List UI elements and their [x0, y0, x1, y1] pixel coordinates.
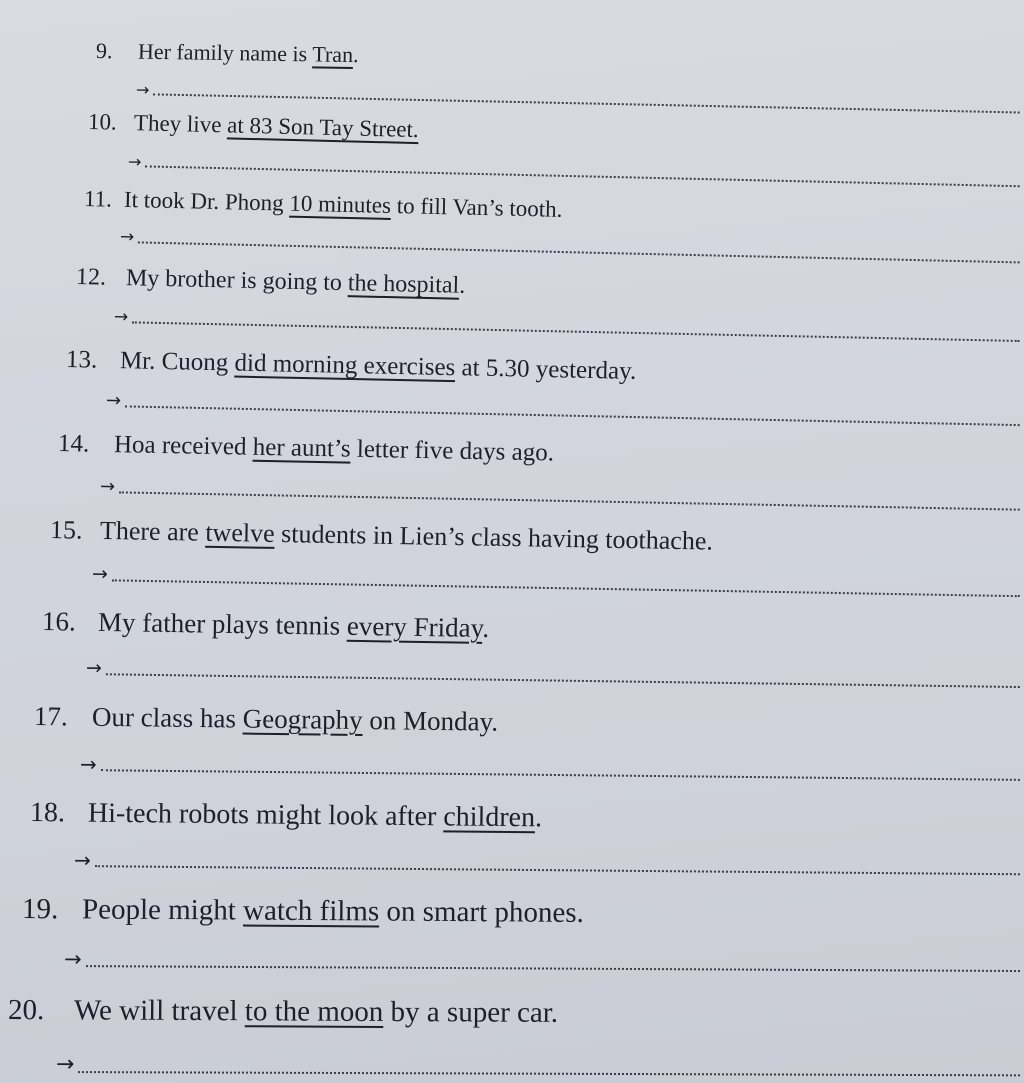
question-number: 13.: [65, 346, 98, 374]
dotted-line: [86, 965, 1020, 972]
question-text-end: .: [458, 272, 466, 299]
question-text: My brother is going to: [125, 265, 349, 297]
underlined-phrase: children: [443, 801, 536, 834]
question-number: 11.: [83, 186, 113, 212]
arrow-icon: →: [63, 947, 82, 972]
answer-line-13[interactable]: [106, 390, 1020, 429]
question-text: Hoa received: [113, 431, 254, 461]
answer-line-16[interactable]: [86, 658, 1020, 691]
question-number: 10.: [87, 109, 118, 135]
answer-line-9[interactable]: [136, 78, 1020, 117]
question-text: People might: [81, 893, 244, 927]
dotted-line: [112, 579, 1020, 597]
question-text: My father plays tennis: [97, 606, 348, 641]
answer-line-11[interactable]: [120, 226, 1020, 266]
question-10: [88, 110, 419, 141]
question-text: Hi-tech robots might look after: [87, 797, 444, 833]
question-text: There are: [99, 515, 206, 547]
question-number: 20.: [7, 994, 45, 1027]
underlined-phrase: twelve: [205, 517, 275, 548]
underlined-phrase: to the moon: [244, 995, 384, 1028]
question-20: [8, 996, 558, 1028]
underlined-phrase: her aunt’s: [252, 433, 351, 463]
question-text-end: .: [482, 612, 490, 644]
arrow-icon: →: [55, 1052, 75, 1078]
dotted-line: [132, 321, 1020, 342]
arrow-icon: →: [85, 657, 103, 680]
dotted-line: [106, 673, 1020, 688]
underlined-phrase: the hospital: [347, 270, 460, 299]
question-text: Her family name is: [137, 38, 313, 67]
question-text: They live: [133, 110, 228, 138]
question-number: 14.: [57, 430, 90, 458]
question-text-end: students in Lien’s class having toothache.: [274, 518, 714, 556]
answer-line-14[interactable]: [100, 476, 1020, 514]
underlined-phrase: Geography: [242, 703, 363, 736]
dotted-line: [119, 491, 1020, 510]
question-text: Our class has: [91, 701, 243, 734]
answer-line-18[interactable]: [74, 850, 1020, 878]
question-17: [34, 703, 498, 736]
arrow-icon: →: [99, 476, 116, 498]
underlined-phrase: at 83 Son Tay Street.: [226, 112, 419, 143]
question-text: Mr. Cuong: [119, 347, 235, 377]
arrow-icon: →: [105, 390, 122, 412]
question-text-end: to fill Van’s tooth.: [390, 192, 563, 222]
question-number: 16.: [41, 606, 76, 637]
underlined-phrase: Tran: [312, 41, 354, 68]
arrow-icon: →: [113, 307, 129, 328]
underlined-phrase: every Friday: [346, 610, 483, 643]
question-9: [96, 40, 359, 66]
dotted-line: [101, 769, 1020, 781]
underlined-phrase: 10 minutes: [289, 190, 392, 218]
answer-line-15[interactable]: [92, 564, 1020, 600]
question-14: [58, 431, 554, 466]
question-text-end: by a super car.: [383, 995, 559, 1029]
question-18: [30, 799, 542, 832]
dotted-line: [95, 865, 1020, 875]
question-number: 17.: [33, 701, 68, 732]
question-number: 9.: [95, 38, 113, 64]
question-19: [22, 895, 584, 928]
question-text-end: .: [534, 802, 543, 834]
question-text-end: .: [352, 42, 359, 68]
question-16: [42, 608, 490, 642]
question-number: 12.: [75, 264, 107, 291]
arrow-icon: →: [127, 152, 142, 172]
answer-line-19[interactable]: [63, 947, 1020, 975]
answer-line-20[interactable]: [55, 1052, 1020, 1079]
dotted-line: [138, 241, 1020, 263]
question-text-end: on Monday.: [362, 705, 499, 737]
question-12: [76, 265, 466, 298]
question-13: [66, 347, 637, 384]
question-text: We will travel: [73, 994, 245, 1028]
question-number: 15.: [49, 515, 83, 545]
question-number: 18.: [29, 797, 66, 829]
dotted-line: [153, 93, 1019, 113]
question-11: [84, 187, 563, 221]
arrow-icon: →: [73, 848, 91, 873]
arrow-icon: →: [135, 80, 150, 100]
answer-line-10[interactable]: [128, 150, 1020, 190]
question-text: It took Dr. Phong: [123, 186, 290, 216]
answer-line-12[interactable]: [114, 306, 1020, 345]
dotted-line: [125, 405, 1020, 426]
dotted-line: [78, 1071, 1020, 1076]
question-text-end: at 5.30 yesterday.: [455, 354, 637, 385]
question-15: [50, 517, 713, 555]
arrow-icon: →: [79, 752, 97, 777]
arrow-icon: →: [91, 563, 109, 586]
answer-line-17[interactable]: [80, 754, 1020, 784]
arrow-icon: →: [119, 227, 135, 248]
underlined-phrase: did morning exercises: [234, 349, 456, 382]
question-text-end: on smart phones.: [379, 895, 584, 929]
underlined-phrase: watch films: [242, 894, 380, 928]
question-number: 19.: [21, 893, 59, 926]
dotted-line: [145, 165, 1019, 187]
question-text-end: letter five days ago.: [350, 435, 555, 467]
